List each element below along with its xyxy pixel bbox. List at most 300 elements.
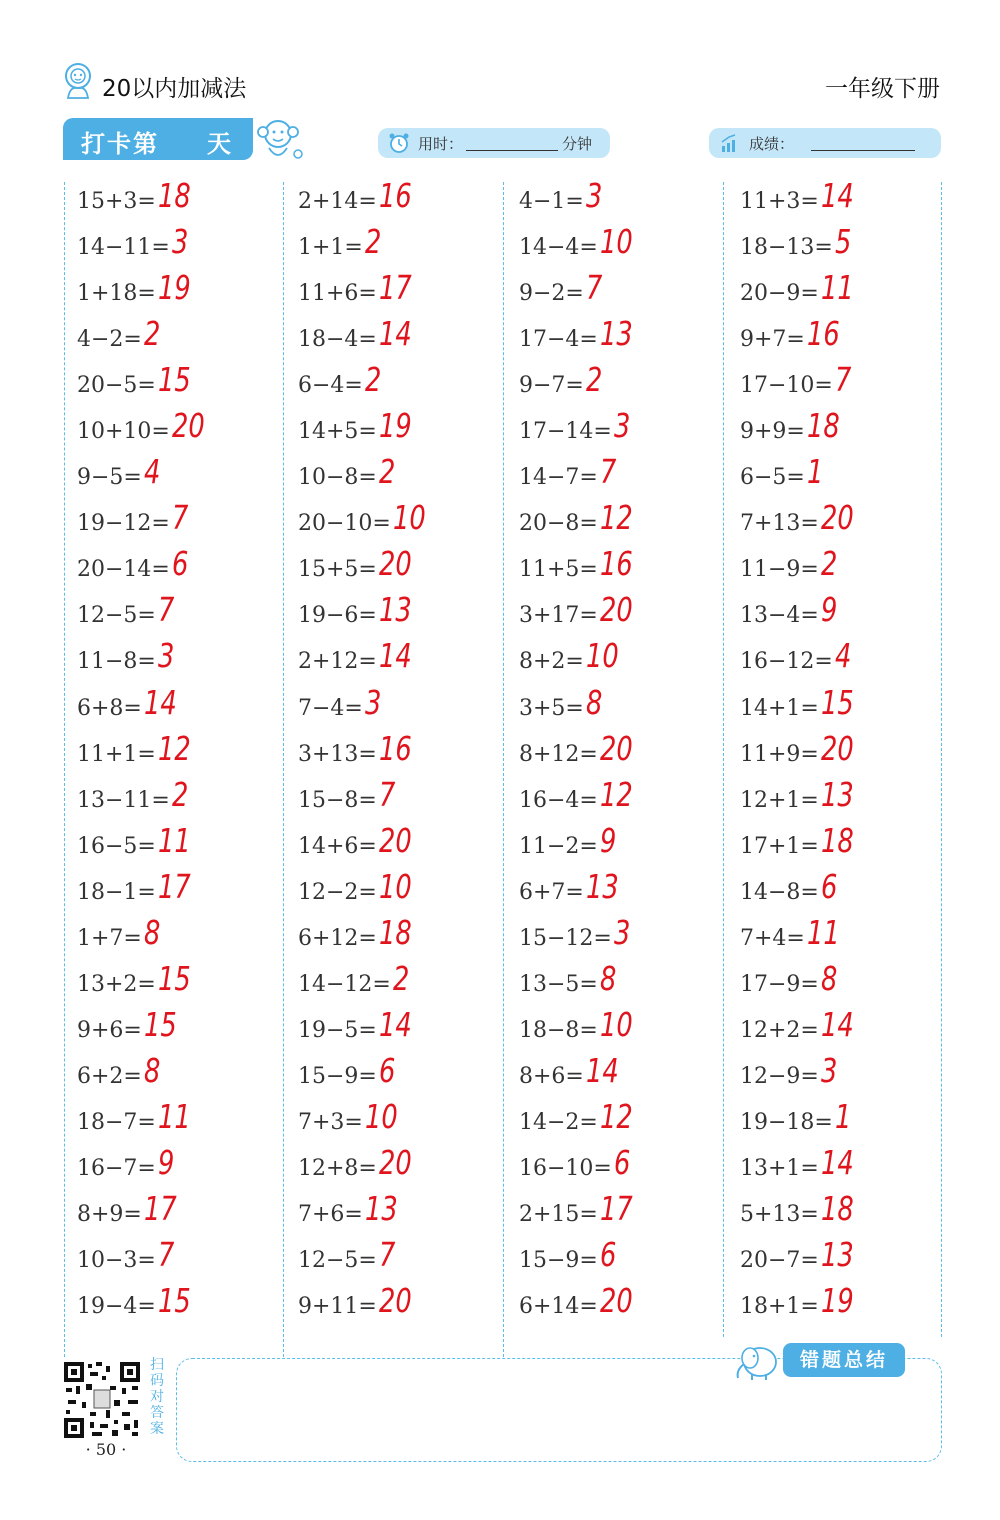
problem-row bbox=[77, 454, 287, 500]
problem-row bbox=[740, 638, 950, 684]
problem-equation: 6+7= bbox=[519, 879, 584, 905]
problem-row bbox=[519, 958, 729, 1007]
problem-equation: 12+2= bbox=[740, 1017, 819, 1043]
problem-equation: 16−4= bbox=[519, 787, 598, 813]
problem-equation: 12−9= bbox=[740, 1063, 819, 1089]
problem-row bbox=[298, 1004, 508, 1053]
handwritten-answer: 8 bbox=[144, 912, 161, 952]
problem-row bbox=[77, 912, 287, 961]
problem-equation: 8+2= bbox=[519, 649, 584, 675]
handwritten-answer: 15 bbox=[158, 958, 191, 998]
handwritten-answer: 7 bbox=[586, 268, 603, 308]
problem-row bbox=[298, 454, 508, 500]
problem-equation: 16−7= bbox=[77, 1155, 156, 1181]
problem-row bbox=[740, 224, 950, 270]
problem-row bbox=[77, 1096, 287, 1145]
handwritten-answer: 20 bbox=[172, 406, 205, 446]
problem-equation: 15−12= bbox=[519, 925, 612, 951]
problem-row bbox=[298, 1283, 508, 1329]
problem-row bbox=[519, 1283, 729, 1329]
problem-row bbox=[77, 224, 287, 270]
handwritten-answer: 3 bbox=[614, 406, 631, 446]
problem-row bbox=[740, 178, 950, 224]
problem-equation: 12+1= bbox=[740, 787, 819, 813]
problem-row bbox=[519, 178, 729, 224]
problem-equation: 8+9= bbox=[77, 1202, 142, 1228]
qr-code-icon[interactable] bbox=[62, 1360, 142, 1440]
problem-equation: 10+10= bbox=[77, 419, 170, 445]
problem-row bbox=[77, 866, 287, 915]
problem-row bbox=[740, 1096, 950, 1145]
problem-equation: 11−8= bbox=[77, 649, 156, 675]
problem-equation: 6−5= bbox=[740, 465, 805, 491]
handwritten-answer: 7 bbox=[379, 774, 396, 814]
scan-char: 码 bbox=[150, 1373, 164, 1389]
handwritten-answer: 13 bbox=[379, 590, 412, 630]
handwritten-answer: 17 bbox=[600, 1189, 633, 1229]
problem-row bbox=[519, 820, 729, 869]
problem-equation: 19−5= bbox=[298, 1017, 377, 1043]
problem-row bbox=[740, 774, 950, 823]
problem-row bbox=[298, 270, 508, 316]
problem-row bbox=[77, 638, 287, 684]
problem-equation: 12−5= bbox=[77, 603, 156, 629]
problem-row bbox=[740, 1004, 950, 1053]
problem-row bbox=[740, 728, 950, 777]
problem-equation: 20−10= bbox=[298, 511, 391, 537]
handwritten-answer: 3 bbox=[172, 222, 189, 262]
problem-equation: 15+5= bbox=[298, 557, 377, 583]
monkey-mascot-icon bbox=[252, 112, 308, 168]
problem-equation: 6+14= bbox=[519, 1294, 598, 1320]
problem-row bbox=[519, 592, 729, 638]
problem-equation: 13−4= bbox=[740, 603, 819, 629]
problem-equation: 1+18= bbox=[77, 281, 156, 307]
problem-equation: 17+1= bbox=[740, 833, 819, 859]
handwritten-answer: 14 bbox=[821, 1004, 854, 1044]
problem-equation: 6−4= bbox=[298, 373, 363, 399]
problem-row bbox=[740, 500, 950, 546]
problem-equation: 20−5= bbox=[77, 373, 156, 399]
problem-row bbox=[740, 1237, 950, 1283]
handwritten-answer: 14 bbox=[379, 314, 412, 354]
problem-row bbox=[740, 1191, 950, 1237]
problem-row bbox=[77, 820, 287, 869]
problem-row bbox=[519, 408, 729, 454]
problem-equation: 16−10= bbox=[519, 1155, 612, 1181]
handwritten-answer: 3 bbox=[586, 176, 603, 215]
handwritten-answer: 20 bbox=[379, 820, 412, 860]
handwritten-answer: 12 bbox=[158, 728, 191, 768]
checkin-label-left: 打卡第 bbox=[81, 130, 159, 158]
handwritten-answer: 20 bbox=[600, 728, 633, 768]
problem-equation: 2+14= bbox=[298, 189, 377, 214]
problem-equation: 9+9= bbox=[740, 419, 805, 445]
handwritten-answer: 2 bbox=[586, 360, 603, 400]
handwritten-answer: 10 bbox=[600, 1004, 633, 1044]
handwritten-answer: 19 bbox=[379, 406, 412, 446]
problem-row bbox=[519, 316, 729, 362]
problem-equation: 18+1= bbox=[740, 1294, 819, 1320]
handwritten-answer: 7 bbox=[172, 498, 189, 538]
handwritten-answer: 13 bbox=[586, 866, 619, 906]
problem-equation: 13−11= bbox=[77, 787, 170, 813]
problem-row bbox=[298, 1191, 508, 1237]
problem-column-2 bbox=[298, 178, 508, 1329]
problem-equation: 12+8= bbox=[298, 1155, 377, 1181]
problem-equation: 20−14= bbox=[77, 557, 170, 583]
grade-label: 一年级下册 bbox=[825, 76, 940, 102]
handwritten-answer: 8 bbox=[821, 958, 838, 998]
handwritten-answer: 16 bbox=[600, 544, 633, 584]
handwritten-answer: 2 bbox=[393, 958, 410, 998]
problem-equation: 4−1= bbox=[519, 189, 584, 214]
problem-equation: 13+1= bbox=[740, 1155, 819, 1181]
problem-row bbox=[519, 1237, 729, 1283]
problem-equation: 14−8= bbox=[740, 879, 819, 905]
handwritten-answer: 7 bbox=[158, 1235, 175, 1275]
handwritten-answer: 8 bbox=[600, 958, 617, 998]
problem-equation: 7+13= bbox=[740, 511, 819, 537]
problem-row bbox=[298, 408, 508, 454]
problem-row bbox=[740, 270, 950, 316]
handwritten-answer: 6 bbox=[600, 1235, 617, 1275]
problem-equation: 3+13= bbox=[298, 741, 377, 767]
handwritten-answer: 12 bbox=[600, 1096, 633, 1136]
handwritten-answer: 20 bbox=[379, 1142, 412, 1182]
handwritten-answer: 15 bbox=[158, 1281, 191, 1321]
problem-equation: 6+12= bbox=[298, 925, 377, 951]
checkin-label-right: 天 bbox=[207, 130, 231, 158]
handwritten-answer: 7 bbox=[379, 1235, 396, 1275]
problem-row bbox=[77, 270, 287, 316]
problem-equation: 20−7= bbox=[740, 1248, 819, 1274]
problem-equation: 9+11= bbox=[298, 1294, 377, 1320]
handwritten-answer: 11 bbox=[158, 820, 191, 860]
problem-row bbox=[298, 866, 508, 915]
handwritten-answer: 13 bbox=[821, 1235, 854, 1275]
problem-row bbox=[519, 454, 729, 500]
score-input-line[interactable] bbox=[811, 150, 915, 151]
problem-row bbox=[298, 546, 508, 592]
problem-column-3 bbox=[519, 178, 729, 1329]
handwritten-answer: 20 bbox=[379, 1281, 412, 1321]
problem-equation: 17−4= bbox=[519, 327, 598, 353]
handwritten-answer: 20 bbox=[600, 590, 633, 630]
problem-row bbox=[740, 682, 950, 731]
handwritten-answer: 10 bbox=[393, 498, 426, 538]
problem-row bbox=[740, 912, 950, 961]
problem-equation: 14+1= bbox=[740, 695, 819, 721]
handwritten-answer: 2 bbox=[365, 222, 382, 262]
time-unit: 分钟 bbox=[562, 135, 593, 153]
handwritten-answer: 5 bbox=[835, 222, 852, 262]
page-title: 20以内加减法 bbox=[102, 76, 247, 102]
handwritten-answer: 20 bbox=[600, 1281, 633, 1321]
handwritten-answer: 9 bbox=[158, 1142, 175, 1182]
problem-equation: 14−2= bbox=[519, 1109, 598, 1135]
problem-row bbox=[298, 958, 508, 1007]
problem-equation: 7−4= bbox=[298, 695, 363, 721]
problem-row bbox=[77, 592, 287, 638]
handwritten-answer: 20 bbox=[821, 728, 854, 768]
problem-row bbox=[298, 638, 508, 684]
problem-row bbox=[740, 362, 950, 408]
problem-row bbox=[77, 316, 287, 362]
problem-row bbox=[77, 728, 287, 777]
problem-equation: 15−9= bbox=[519, 1248, 598, 1274]
scan-char: 对 bbox=[150, 1389, 164, 1405]
problem-row bbox=[519, 1050, 729, 1099]
problem-row bbox=[77, 500, 287, 546]
problem-row bbox=[519, 1142, 729, 1191]
checkin-day-tag bbox=[63, 118, 253, 160]
problem-row bbox=[77, 774, 287, 823]
score-field bbox=[709, 128, 941, 158]
handwritten-answer: 7 bbox=[158, 590, 175, 630]
problem-equation: 18−8= bbox=[519, 1017, 598, 1043]
problem-row bbox=[740, 820, 950, 869]
problem-row bbox=[77, 362, 287, 408]
problem-row bbox=[519, 728, 729, 777]
problem-row bbox=[519, 1191, 729, 1237]
problem-column-1 bbox=[77, 178, 287, 1329]
lion-mascot-icon bbox=[60, 62, 96, 100]
problem-row bbox=[77, 408, 287, 454]
problem-row bbox=[740, 592, 950, 638]
handwritten-answer: 9 bbox=[821, 590, 838, 630]
handwritten-answer: 1 bbox=[835, 1096, 852, 1136]
problem-equation: 6+2= bbox=[77, 1063, 142, 1089]
problem-equation: 18−4= bbox=[298, 327, 377, 353]
handwritten-answer: 6 bbox=[172, 544, 189, 584]
time-input-line[interactable] bbox=[466, 150, 558, 151]
handwritten-answer: 6 bbox=[379, 1050, 396, 1090]
handwritten-answer: 17 bbox=[144, 1189, 177, 1229]
handwritten-answer: 3 bbox=[614, 912, 631, 952]
problem-row bbox=[298, 728, 508, 777]
problem-row bbox=[519, 1096, 729, 1145]
problem-equation: 13+2= bbox=[77, 971, 156, 997]
problem-equation: 18−13= bbox=[740, 235, 833, 261]
handwritten-answer: 4 bbox=[144, 452, 161, 492]
page-header bbox=[60, 62, 940, 106]
handwritten-answer: 18 bbox=[379, 912, 412, 952]
handwritten-answer: 10 bbox=[586, 636, 619, 676]
problem-equation: 7+6= bbox=[298, 1202, 363, 1228]
problem-row bbox=[77, 1004, 287, 1053]
problem-equation: 6+8= bbox=[77, 695, 142, 721]
handwritten-answer: 12 bbox=[600, 774, 633, 814]
time-label: 用时： bbox=[418, 135, 464, 153]
problem-row bbox=[77, 1142, 287, 1191]
problem-row bbox=[740, 1142, 950, 1191]
handwritten-answer: 15 bbox=[144, 1004, 177, 1044]
problem-row bbox=[298, 912, 508, 961]
handwritten-answer: 12 bbox=[600, 498, 633, 538]
problem-row bbox=[298, 1142, 508, 1191]
problem-row bbox=[519, 1004, 729, 1053]
handwritten-answer: 13 bbox=[600, 314, 633, 354]
problem-row bbox=[298, 362, 508, 408]
handwritten-answer: 2 bbox=[144, 314, 161, 354]
handwritten-answer: 17 bbox=[379, 268, 412, 308]
problem-row bbox=[740, 958, 950, 1007]
problem-row bbox=[740, 316, 950, 362]
problem-equation: 14−4= bbox=[519, 235, 598, 261]
problem-equation: 2+12= bbox=[298, 649, 377, 675]
handwritten-answer: 6 bbox=[821, 866, 838, 906]
problem-row bbox=[298, 500, 508, 546]
handwritten-answer: 13 bbox=[821, 774, 854, 814]
chart-trophy-icon bbox=[719, 132, 741, 154]
problem-equation: 9+7= bbox=[740, 327, 805, 353]
scan-char: 案 bbox=[150, 1421, 164, 1437]
scan-for-answers-label bbox=[148, 1357, 166, 1437]
handwritten-answer: 2 bbox=[379, 452, 396, 492]
problem-equation: 16−5= bbox=[77, 833, 156, 859]
problem-equation: 18−1= bbox=[77, 879, 156, 905]
problem-row bbox=[298, 1096, 508, 1145]
problem-row bbox=[77, 1283, 287, 1329]
problem-row bbox=[519, 546, 729, 592]
handwritten-answer: 14 bbox=[144, 682, 177, 722]
problem-equation: 1+7= bbox=[77, 925, 142, 951]
handwritten-answer: 3 bbox=[821, 1050, 838, 1090]
handwritten-answer: 6 bbox=[614, 1142, 631, 1182]
problem-row bbox=[519, 500, 729, 546]
handwritten-answer: 8 bbox=[144, 1050, 161, 1090]
handwritten-answer: 7 bbox=[835, 360, 852, 400]
handwritten-answer: 16 bbox=[379, 176, 412, 215]
problem-equation: 9+6= bbox=[77, 1017, 142, 1043]
problem-equation: 12−2= bbox=[298, 879, 377, 905]
elephant-mascot-icon bbox=[732, 1340, 784, 1382]
handwritten-answer: 19 bbox=[158, 268, 191, 308]
problem-row bbox=[519, 224, 729, 270]
problem-equation: 16−12= bbox=[740, 649, 833, 675]
problem-equation: 11−2= bbox=[519, 833, 598, 859]
handwritten-answer: 18 bbox=[158, 176, 191, 215]
handwritten-answer: 3 bbox=[158, 636, 175, 676]
problem-row bbox=[740, 866, 950, 915]
handwritten-answer: 18 bbox=[821, 1189, 854, 1229]
problem-row bbox=[519, 682, 729, 731]
problem-equation: 2+15= bbox=[519, 1202, 598, 1228]
problem-equation: 10−8= bbox=[298, 465, 377, 491]
problem-row bbox=[298, 682, 508, 731]
score-label: 成绩： bbox=[749, 135, 795, 153]
problem-row bbox=[77, 1050, 287, 1099]
handwritten-answer: 14 bbox=[821, 176, 854, 215]
problem-row bbox=[298, 592, 508, 638]
problem-row bbox=[77, 1191, 287, 1237]
handwritten-answer: 20 bbox=[379, 544, 412, 584]
problem-equation: 18−7= bbox=[77, 1109, 156, 1135]
problem-equation: 19−6= bbox=[298, 603, 377, 629]
problem-equation: 19−18= bbox=[740, 1109, 833, 1135]
handwritten-answer: 4 bbox=[835, 636, 852, 676]
problem-row bbox=[519, 866, 729, 915]
problem-row bbox=[77, 1237, 287, 1283]
column-divider bbox=[64, 182, 65, 1357]
handwritten-answer: 18 bbox=[807, 406, 840, 446]
handwritten-answer: 16 bbox=[379, 728, 412, 768]
problem-equation: 20−8= bbox=[519, 511, 598, 537]
problem-equation: 14−7= bbox=[519, 465, 598, 491]
problem-equation: 11+1= bbox=[77, 741, 156, 767]
problem-equation: 11+6= bbox=[298, 281, 377, 307]
handwritten-answer: 8 bbox=[586, 682, 603, 722]
problem-equation: 4−2= bbox=[77, 327, 142, 353]
problem-row bbox=[519, 912, 729, 961]
problem-equation: 17−14= bbox=[519, 419, 612, 445]
problem-equation: 7+3= bbox=[298, 1109, 363, 1135]
problem-equation: 14−11= bbox=[77, 235, 170, 261]
handwritten-answer: 10 bbox=[365, 1096, 398, 1136]
problem-equation: 9−2= bbox=[519, 281, 584, 307]
problem-equation: 11+3= bbox=[740, 189, 819, 214]
handwritten-answer: 1 bbox=[807, 452, 824, 492]
problem-row bbox=[298, 224, 508, 270]
problem-equation: 15−9= bbox=[298, 1063, 377, 1089]
handwritten-answer: 18 bbox=[821, 820, 854, 860]
handwritten-answer: 9 bbox=[600, 820, 617, 860]
problem-row bbox=[740, 1283, 950, 1329]
problem-equation: 8+6= bbox=[519, 1063, 584, 1089]
problem-equation: 1+1= bbox=[298, 235, 363, 261]
problem-equation: 11−9= bbox=[740, 557, 819, 583]
problem-equation: 17−9= bbox=[740, 971, 819, 997]
problem-equation: 15+3= bbox=[77, 189, 156, 214]
problem-row bbox=[298, 774, 508, 823]
problem-row bbox=[740, 546, 950, 592]
problem-row bbox=[77, 958, 287, 1007]
problem-equation: 15−8= bbox=[298, 787, 377, 813]
problem-equation: 8+12= bbox=[519, 741, 598, 767]
handwritten-answer: 10 bbox=[600, 222, 633, 262]
problem-equation: 17−10= bbox=[740, 373, 833, 399]
problem-row bbox=[519, 774, 729, 823]
problem-row bbox=[740, 454, 950, 500]
page-number: · 50 · bbox=[85, 1440, 127, 1459]
time-field bbox=[378, 128, 610, 158]
handwritten-answer: 14 bbox=[379, 636, 412, 676]
problem-equation: 10−3= bbox=[77, 1248, 156, 1274]
problem-equation: 14−12= bbox=[298, 971, 391, 997]
problem-equation: 19−4= bbox=[77, 1294, 156, 1320]
handwritten-answer: 2 bbox=[821, 544, 838, 584]
handwritten-answer: 11 bbox=[807, 912, 840, 952]
problem-equation: 11+9= bbox=[740, 741, 819, 767]
handwritten-answer: 13 bbox=[365, 1189, 398, 1229]
problem-equation: 14+6= bbox=[298, 833, 377, 859]
handwritten-answer: 10 bbox=[379, 866, 412, 906]
problem-equation: 3+17= bbox=[519, 603, 598, 629]
problem-column-4 bbox=[740, 178, 950, 1329]
problem-equation: 9−5= bbox=[77, 465, 142, 491]
problem-equation: 13−5= bbox=[519, 971, 598, 997]
alarm-clock-icon bbox=[388, 132, 410, 154]
problem-row bbox=[77, 178, 287, 224]
problem-equation: 11+5= bbox=[519, 557, 598, 583]
handwritten-answer: 14 bbox=[586, 1050, 619, 1090]
problem-equation: 7+4= bbox=[740, 925, 805, 951]
problem-equation: 12−5= bbox=[298, 1248, 377, 1274]
problem-row bbox=[298, 178, 508, 224]
mistake-summary-tag: 错题总结 bbox=[783, 1343, 905, 1377]
handwritten-answer: 20 bbox=[821, 498, 854, 538]
